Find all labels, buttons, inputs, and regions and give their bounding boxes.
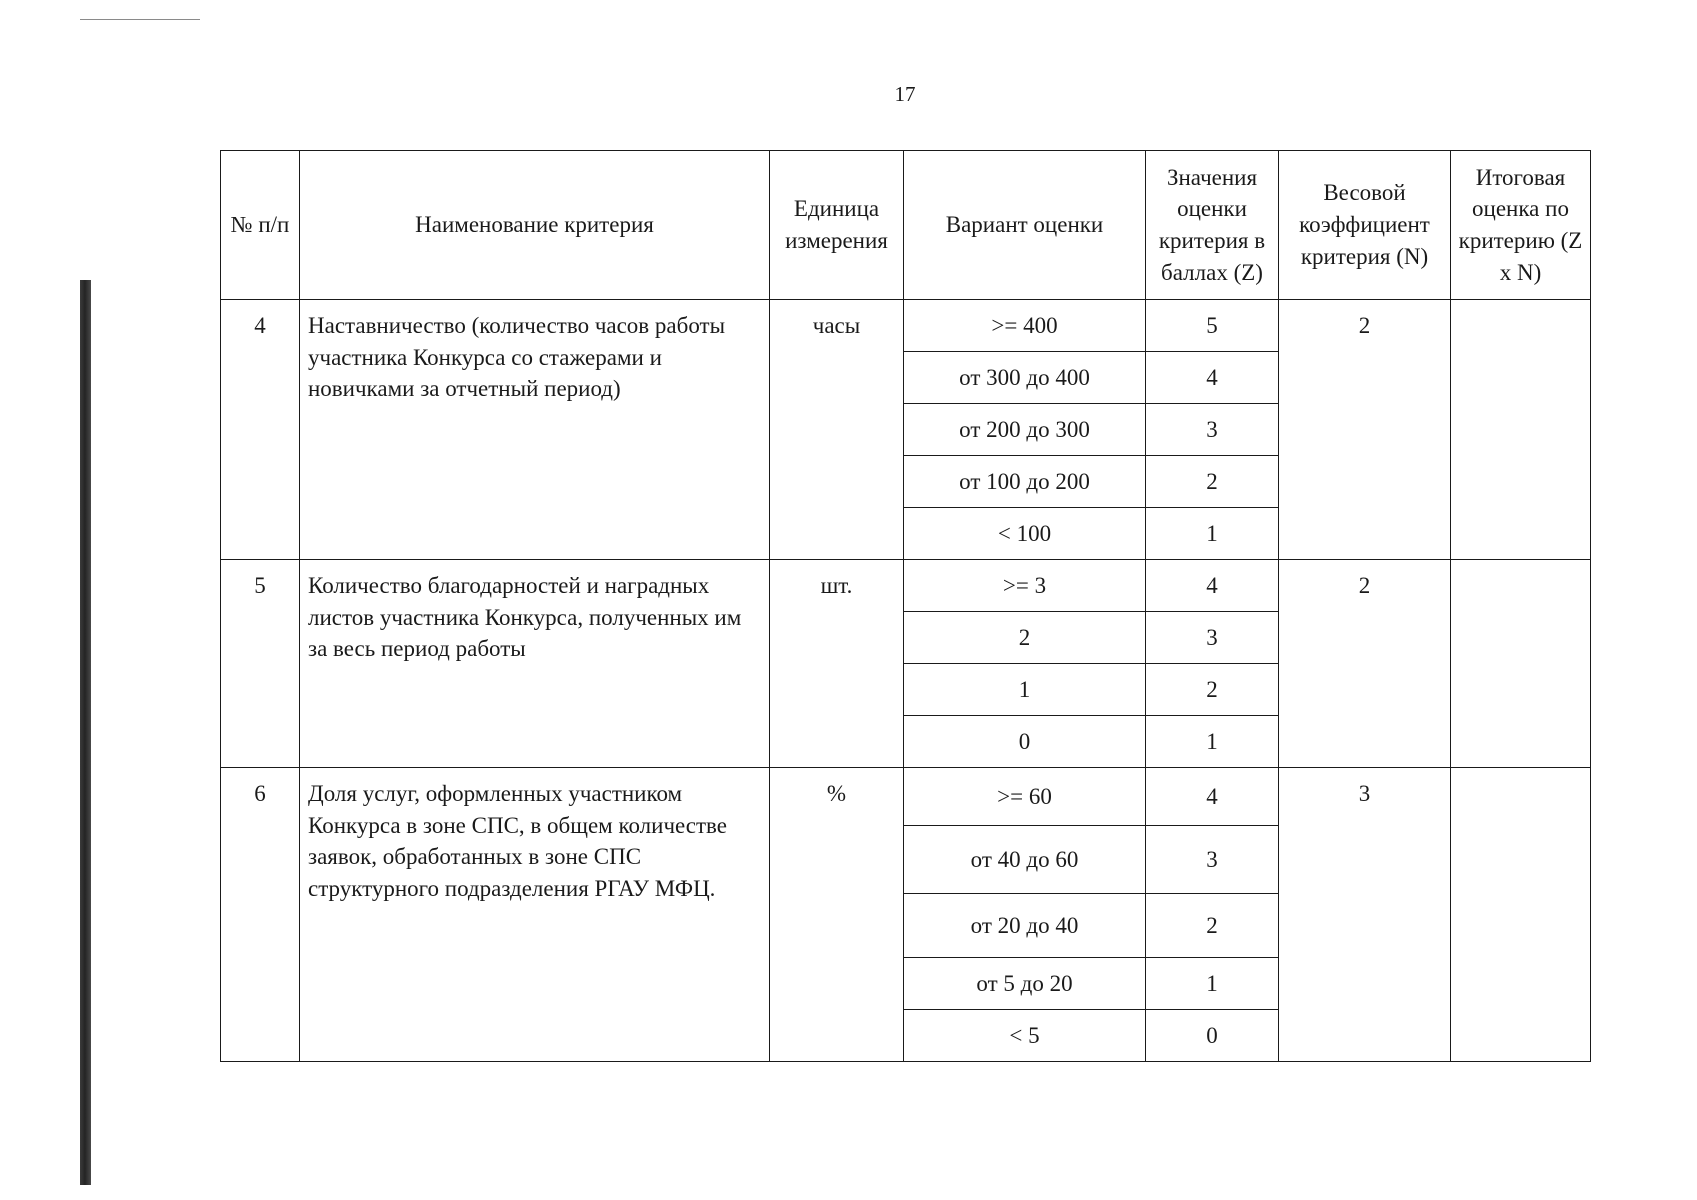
- criterion-total: [1451, 560, 1591, 768]
- top-rule: [80, 19, 200, 20]
- variant-cell: от 200 до 300: [904, 404, 1146, 456]
- variant-cell: 0: [904, 716, 1146, 768]
- variant-cell: от 40 до 60: [904, 826, 1146, 894]
- criterion-total: [1451, 768, 1591, 1062]
- score-cell: 2: [1146, 664, 1279, 716]
- criterion-weight: 2: [1279, 300, 1451, 560]
- header-unit: Единица измерения: [770, 151, 904, 300]
- criterion-number: 4: [221, 300, 300, 560]
- score-cell: 1: [1146, 958, 1279, 1010]
- score-cell: 3: [1146, 826, 1279, 894]
- table-row: [221, 768, 1591, 826]
- criterion-name: Доля услуг, оформленных участником Конкурса в зоне СПС, в общем количестве заявок, обработанных в зоне СПС структурного подразделения РГАУ МФЦ.: [300, 768, 770, 1062]
- score-cell: 4: [1146, 352, 1279, 404]
- table-row: [221, 300, 1591, 352]
- header-variant: Вариант оценки: [904, 151, 1146, 300]
- score-cell: 1: [1146, 508, 1279, 560]
- score-cell: 3: [1146, 404, 1279, 456]
- header-row: [221, 151, 1591, 300]
- scan-edge-shadow: [80, 280, 91, 1185]
- criterion-total: [1451, 300, 1591, 560]
- score-cell: 1: [1146, 716, 1279, 768]
- variant-cell: < 5: [904, 1010, 1146, 1062]
- variant-cell: от 5 до 20: [904, 958, 1146, 1010]
- variant-cell: от 20 до 40: [904, 894, 1146, 958]
- criterion-name: Наставничество (количество часов работы участника Конкурса со стажерами и новичками за отчетный период): [300, 300, 770, 560]
- header-number: № п/п: [221, 151, 300, 300]
- criterion-number: 5: [221, 560, 300, 768]
- variant-cell: < 100: [904, 508, 1146, 560]
- criterion-weight: 3: [1279, 768, 1451, 1062]
- header-total: Итоговая оценка по критерию (Z x N): [1451, 151, 1591, 300]
- score-cell: 3: [1146, 612, 1279, 664]
- criterion-unit: часы: [770, 300, 904, 560]
- page-number: 17: [894, 82, 916, 106]
- header-weight: Весовой коэффициент критерия (N): [1279, 151, 1451, 300]
- table-row: [221, 560, 1591, 612]
- score-cell: 2: [1146, 894, 1279, 958]
- variant-cell: от 100 до 200: [904, 456, 1146, 508]
- variant-cell: 2: [904, 612, 1146, 664]
- header-score: Значения оценки критерия в баллах (Z): [1146, 151, 1279, 300]
- criterion-weight: 2: [1279, 560, 1451, 768]
- score-cell: 0: [1146, 1010, 1279, 1062]
- score-cell: 5: [1146, 300, 1279, 352]
- variant-cell: 1: [904, 664, 1146, 716]
- criterion-name: Количество благодарностей и наградных листов участника Конкурса, полученных им за весь период работы: [300, 560, 770, 768]
- header-criterion-name: Наименование критерия: [300, 151, 770, 300]
- score-cell: 4: [1146, 768, 1279, 826]
- score-cell: 2: [1146, 456, 1279, 508]
- score-cell: 4: [1146, 560, 1279, 612]
- variant-cell: >= 3: [904, 560, 1146, 612]
- variant-cell: от 300 до 400: [904, 352, 1146, 404]
- criterion-unit: шт.: [770, 560, 904, 768]
- variant-cell: >= 60: [904, 768, 1146, 826]
- criteria-table: [220, 150, 1591, 1062]
- criterion-number: 6: [221, 768, 300, 1062]
- criterion-unit: %: [770, 768, 904, 1062]
- variant-cell: >= 400: [904, 300, 1146, 352]
